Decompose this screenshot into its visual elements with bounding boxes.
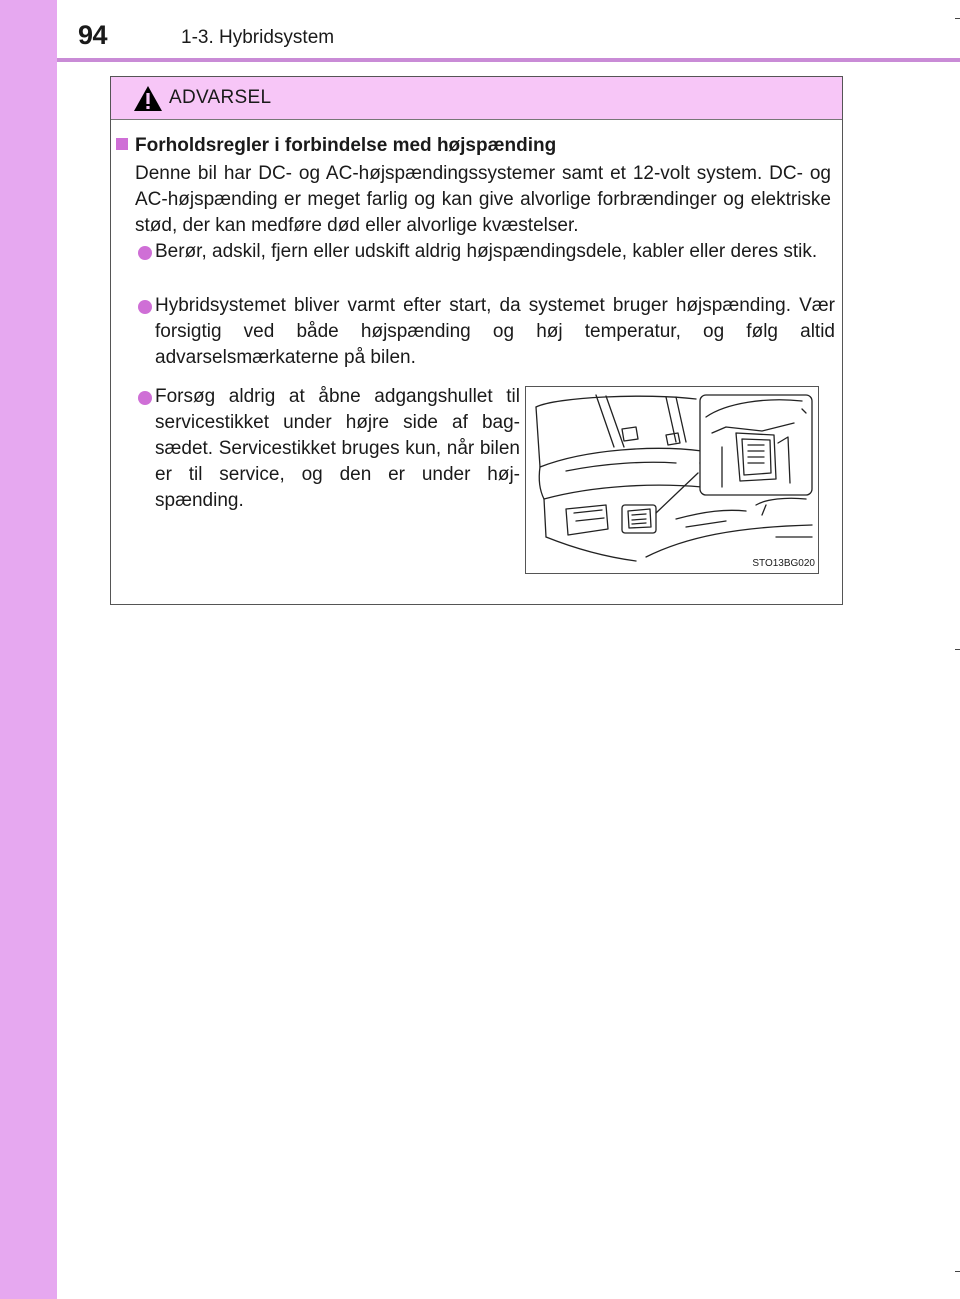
warning-intro: Denne bil har DC- og AC-højspændingssystemer samt et 12-volt system. DC- og AC-højspænding er meget farlig og kan give alvorlige forbrændinger og elektriske stød, der kan medføre død eller alvorlige kvæstelser. xyxy=(135,163,831,236)
crop-mark xyxy=(955,18,960,19)
figure-code: STO13BG020 xyxy=(752,558,815,569)
crop-mark xyxy=(955,1271,960,1272)
warning-subheading-text: Forholdsregler i forbindelse med højspænding xyxy=(135,135,557,156)
crop-mark xyxy=(955,649,960,650)
bullet-dot-icon xyxy=(138,246,152,260)
warning-subheading xyxy=(116,135,556,157)
bullet-item: Hybridsystemet bliver varmt efter start, da systemet bruger højspænding. Vær forsigtig ved både højspænding og høj temperatur, og følg altid advarselsmærkaterne på bilen. xyxy=(155,295,835,368)
bullet-item: Berør, adskil, fjern eller udskift aldrig højspændingsdele, kabler eller deres stik. xyxy=(155,241,818,262)
bullet-dot-icon xyxy=(138,300,152,314)
warning-box xyxy=(110,76,843,605)
header-rule xyxy=(57,58,960,62)
warning-header xyxy=(111,77,842,120)
bullet-dot-icon xyxy=(138,391,152,405)
square-bullet-icon xyxy=(116,138,128,150)
section-title: 1-3. Hybridsystem xyxy=(181,27,335,48)
page-side-bar xyxy=(0,0,57,1299)
service-plug-illustration xyxy=(525,386,819,574)
page-number: 94 xyxy=(78,20,108,50)
rear-seat-service-plug-drawing xyxy=(526,387,818,573)
bullet-item: Forsøg aldrig at åbne adgangshullet til servicestikket under højre side af bag-sædet. Servicestikket bruges kun, når bilen er til service, og den er under høj-spænding. xyxy=(155,386,520,511)
warning-triangle-icon xyxy=(133,85,163,112)
warning-label: ADVARSEL xyxy=(169,87,272,108)
